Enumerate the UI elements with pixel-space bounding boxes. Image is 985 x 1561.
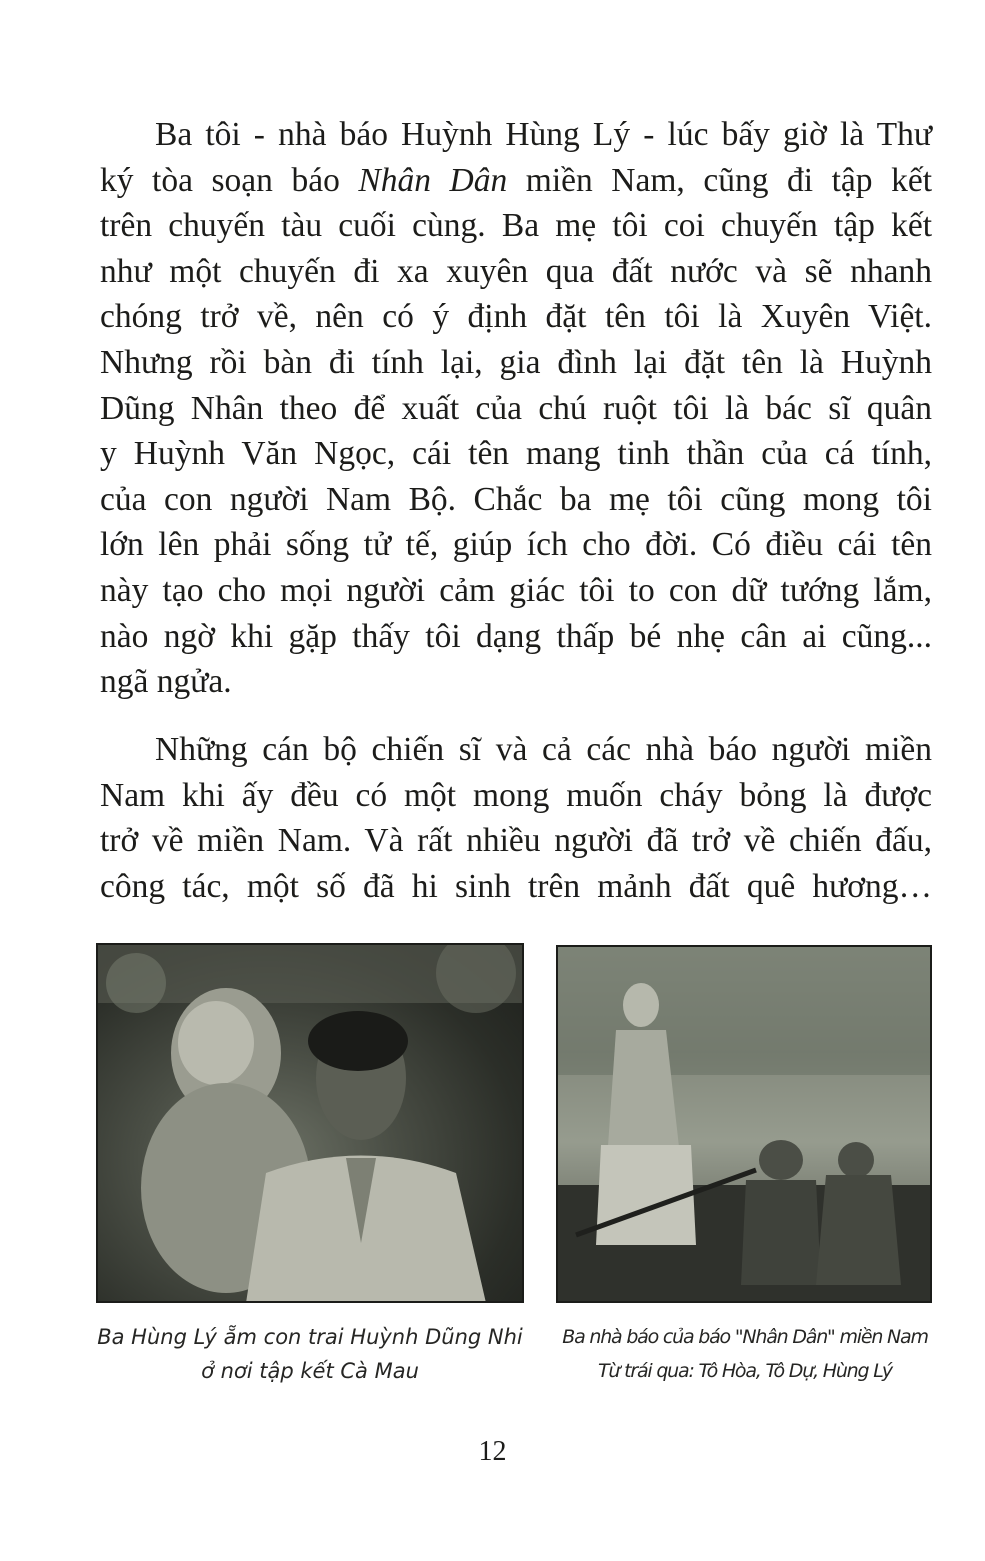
text-line: Nhưng rồi bàn đi tính lại, gia đình lại đặt tên là Huỳnh (100, 343, 932, 381)
caption-line: Từ trái qua: Tô Hòa, Tô Dự, Hùng Lý (598, 1360, 892, 1382)
text-line: này tạo cho mọi người cảm giác tôi to con dữ tướng lắm, (100, 571, 932, 609)
text-line: trở về miền Nam. Và rất nhiều người đã trở về chiến đấu, (100, 822, 932, 860)
text-line: của con người Nam Bộ. Chắc ba mẹ tôi cũng mong tôi (100, 480, 932, 518)
photo-left-illustration (96, 943, 524, 1303)
text-line: Nam khi ấy đều có một mong muốn cháy bỏng là được (100, 776, 932, 814)
text-line: ngã ngửa. (100, 663, 232, 701)
photo-three-journalists (556, 945, 932, 1303)
photo-father-and-son (96, 943, 524, 1303)
text-line: nào ngờ khi gặp thấy tôi dạng thấp bé nhẹ cân ai cũng... (100, 617, 932, 655)
text-line: lớn lên phải sống tử tế, giúp ích cho đời. Có điều cái tên (100, 526, 932, 564)
text-line: y Huỳnh Văn Ngọc, cái tên mang tinh thần của cá tính, (100, 435, 932, 473)
text-segment: miền Nam, cũng đi tập kết (525, 161, 933, 199)
paragraph-1 (100, 112, 932, 705)
caption-left (96, 1320, 524, 1388)
paragraph-2 (100, 727, 932, 909)
caption-line: ở nơi tập kết Cà Mau (201, 1359, 419, 1383)
text-line: Những cán bộ chiến sĩ và cả các nhà báo người miền (155, 731, 932, 768)
text-segment: ký tòa soạn báo (100, 161, 340, 199)
text-line: chóng trở về, nên có ý định đặt tên tôi là Xuyên Việt. (100, 298, 932, 336)
text-line: Ba tôi - nhà báo Huỳnh Hùng Lý - lúc bấy giờ là Thư (155, 116, 932, 153)
newspaper-name: Nhân Dân (358, 161, 508, 199)
caption-right (545, 1320, 945, 1388)
text-line: Dũng Nhân theo để xuất của chú ruột tôi là bác sĩ quân (100, 389, 932, 427)
caption-line: Ba nhà báo của báo "Nhân Dân" miền Nam (562, 1326, 928, 1348)
text-line: như một chuyến đi xa xuyên qua đất nước và sẽ nhanh (100, 252, 932, 290)
text-line: trên chuyến tàu cuối cùng. Ba mẹ tôi coi chuyến tập kết (100, 207, 932, 245)
page-number: 12 (478, 1436, 507, 1467)
photo-right-illustration (556, 945, 932, 1303)
caption-line: Ba Hùng Lý ẵm con trai Huỳnh Dũng Nhi (97, 1325, 523, 1349)
text-line (100, 158, 932, 204)
text-line: công tác, một số đã hi sinh trên mảnh đất quê hương… (100, 867, 932, 905)
